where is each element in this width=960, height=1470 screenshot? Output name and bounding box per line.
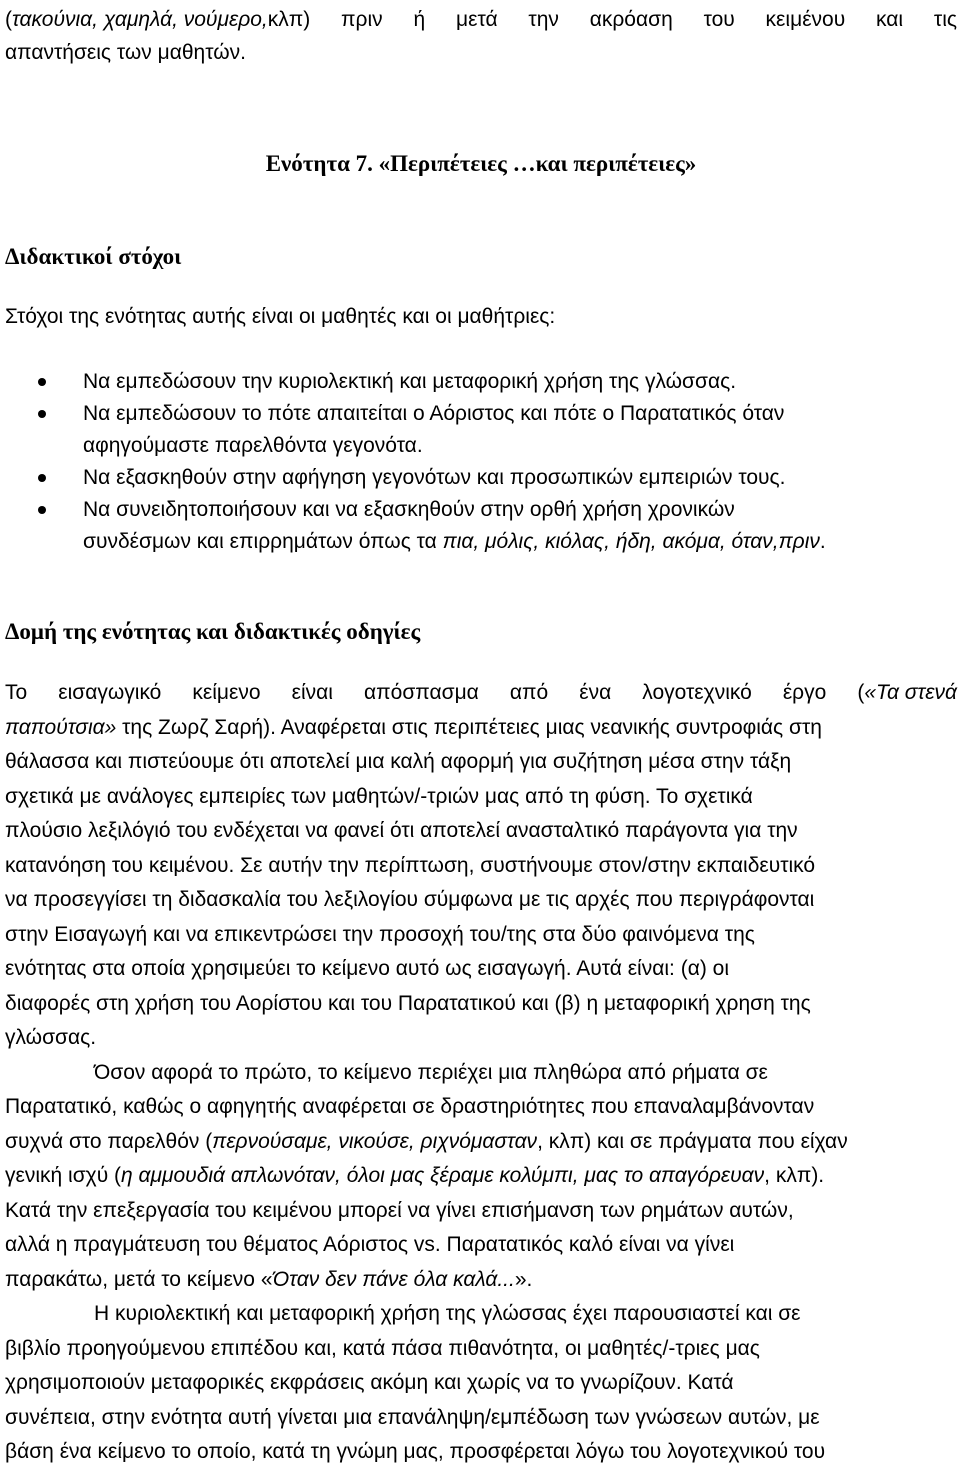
text-line: παπούτσια» της Ζωρζ Σαρή). Αναφέρεται στις περιπέτειες μιας νεανικής συντροφιάς στη: [5, 715, 822, 739]
text-line: κατανόηση του κειμένου. Σε αυτήν την περίπτωση, συστήνουμε στον/στην εκπαιδευτικό: [5, 853, 816, 877]
text-line: σχετικά με ανάλογες εμπειρίες των μαθητών/-τριών μας από τη φύση. Το σχετικά: [5, 784, 753, 808]
text-line: Παρατατικό, καθώς ο αφηγητής αναφέρεται σε δραστηριότητες που επαναλαμβάνονταν: [5, 1095, 815, 1118]
goals-list: [5, 366, 957, 558]
text-line: θάλασσα και πιστεύουμε ότι αποτελεί μια καλή αφορμή για συζήτηση μέσα στην τάξη: [5, 750, 792, 773]
text-line: αλλά η πραγμάτευση του θέματος Αόριστος vs. Παρατατικός καλό είναι να γίνει: [5, 1233, 735, 1256]
list-item: Να συνειδητοποιήσουν και να εξασκηθούν στην ορθή χρήση χρονικών συνδέσμων και επιρρημάτων όπως τα πια, μόλις, κιόλας, ήδη, ακόμα, όταν,πριν.: [5, 494, 957, 558]
text-line: Το εισαγωγικό κείμενο είναι απόσπασμα από ένα λογοτεχνικό έργο ( «Τα στενά: [5, 681, 957, 704]
text-line: βάση ένα κείμενο το οποίο, κατά τη γνώμη μας, προσφέρεται λόγω του λογοτεχνικού του: [5, 1440, 826, 1463]
intro-paragraph: [5, 3, 957, 69]
text-line: Η κυριολεκτική και μεταφορική χρήση της γλώσσας έχει παρουσιαστεί και σε: [94, 1302, 801, 1325]
text-line: να προσεγγίσει τη διδασκαλία του λεξιλογίου σύμφωνα με τις αρχές που περιγράφονται: [5, 888, 815, 911]
intro-line: (τακούνια, χαμηλά, νούμερο, κλπ) πριν ή μετά την ακρόαση του κειμένου και τις: [5, 8, 957, 31]
subheading-structure: Δομή της ενότητας και διδακτικές οδηγίες: [5, 619, 421, 644]
text-line: Κατά την επεξεργασία του κειμένου μπορεί να γίνει επισήμανση των ρημάτων αυτών,: [5, 1198, 794, 1222]
list-item: Να εμπεδώσουν το πότε απαιτείται ο Αόριστος και πότε ο Παρατατικός όταν αφηγούμαστε παρελθόντα γεγονότα.: [5, 398, 957, 462]
text-line: ενότητας στα οποία χρησιμεύει το κείμενο αυτό ως εισαγωγή. Αυτά είναι: (α) οι: [5, 957, 730, 980]
italic-terms: τακούνια, χαμηλά, νούμερο,: [12, 8, 268, 31]
text-line: στην Εισαγωγή και να επικεντρώσει την προσοχή του/της στα δύο φαινόμενα της: [5, 922, 755, 946]
text-line: συνέπεια, στην ενότητα αυτή γίνεται μια επανάληψη/εμπέδωση των γνώσεων αυτών, με: [5, 1405, 820, 1429]
italic-terms: πια, μόλις, κιόλας, ήδη, ακόμα, όταν,πριν: [442, 530, 820, 553]
list-item: Να εξασκηθούν στην αφήγηση γεγονότων και προσωπικών εμπειριών τους.: [5, 462, 957, 494]
text-line: συχνά στο παρελθόν (περνούσαμε, νικούσε, ριχνόμασταν, κλπ) και σε πράγματα που είχαν: [5, 1129, 848, 1153]
text-line: βιβλίο προηγούμενου επιπέδου και, κατά πάσα πιθανότητα, οι μαθητές/-τριες μας: [5, 1336, 760, 1360]
bullet-icon: [38, 410, 46, 418]
list-item: Να εμπεδώσουν την κυριολεκτική και μεταφορική χρήση της γλώσσας.: [5, 366, 957, 398]
bullet-icon: [38, 506, 46, 514]
bullet-icon: [38, 378, 46, 386]
text-line: Όσον αφορά το πρώτο, το κείμενο περιέχει μια πληθώρα από ρήματα σε: [94, 1060, 768, 1084]
text-line: γενική ισχύ (η αμμουδιά απλωνόταν, όλοι μας ξέραμε κολύμπι, μας το απαγόρευαν, κλπ).: [5, 1164, 825, 1187]
section-heading: Ενότητα 7. «Περιπέτειες …και περιπέτειες»: [265, 151, 697, 176]
text-line: γλώσσας.: [5, 1026, 97, 1049]
goals-intro: Στόχοι της ενότητας αυτής είναι οι μαθητές και οι μαθήτριες:: [5, 305, 556, 328]
structure-paragraphs: [5, 676, 957, 1470]
subheading-goals: Διδακτικοί στόχοι: [5, 244, 182, 269]
intro-line: απαντήσεις των μαθητών.: [5, 41, 246, 64]
text-line: πλούσιο λεξιλόγιό του ενδέχεται να φανεί ότι αποτελεί ανασταλτικό παράγοντα για την: [5, 819, 798, 842]
text-line: διαφορές στη χρήση του Αορίστου και του Παρατατικού και (β) η μεταφορική χρηση της: [5, 991, 811, 1015]
text-line: παρακάτω, μετά το κείμενο «Όταν δεν πάνε όλα καλά...».: [5, 1267, 533, 1291]
text-line: χρησιμοποιούν μεταφορικές εκφράσεις ακόμη και χωρίς να το γνωρίζουν. Κατά: [5, 1371, 734, 1394]
bullet-icon: [38, 474, 46, 482]
